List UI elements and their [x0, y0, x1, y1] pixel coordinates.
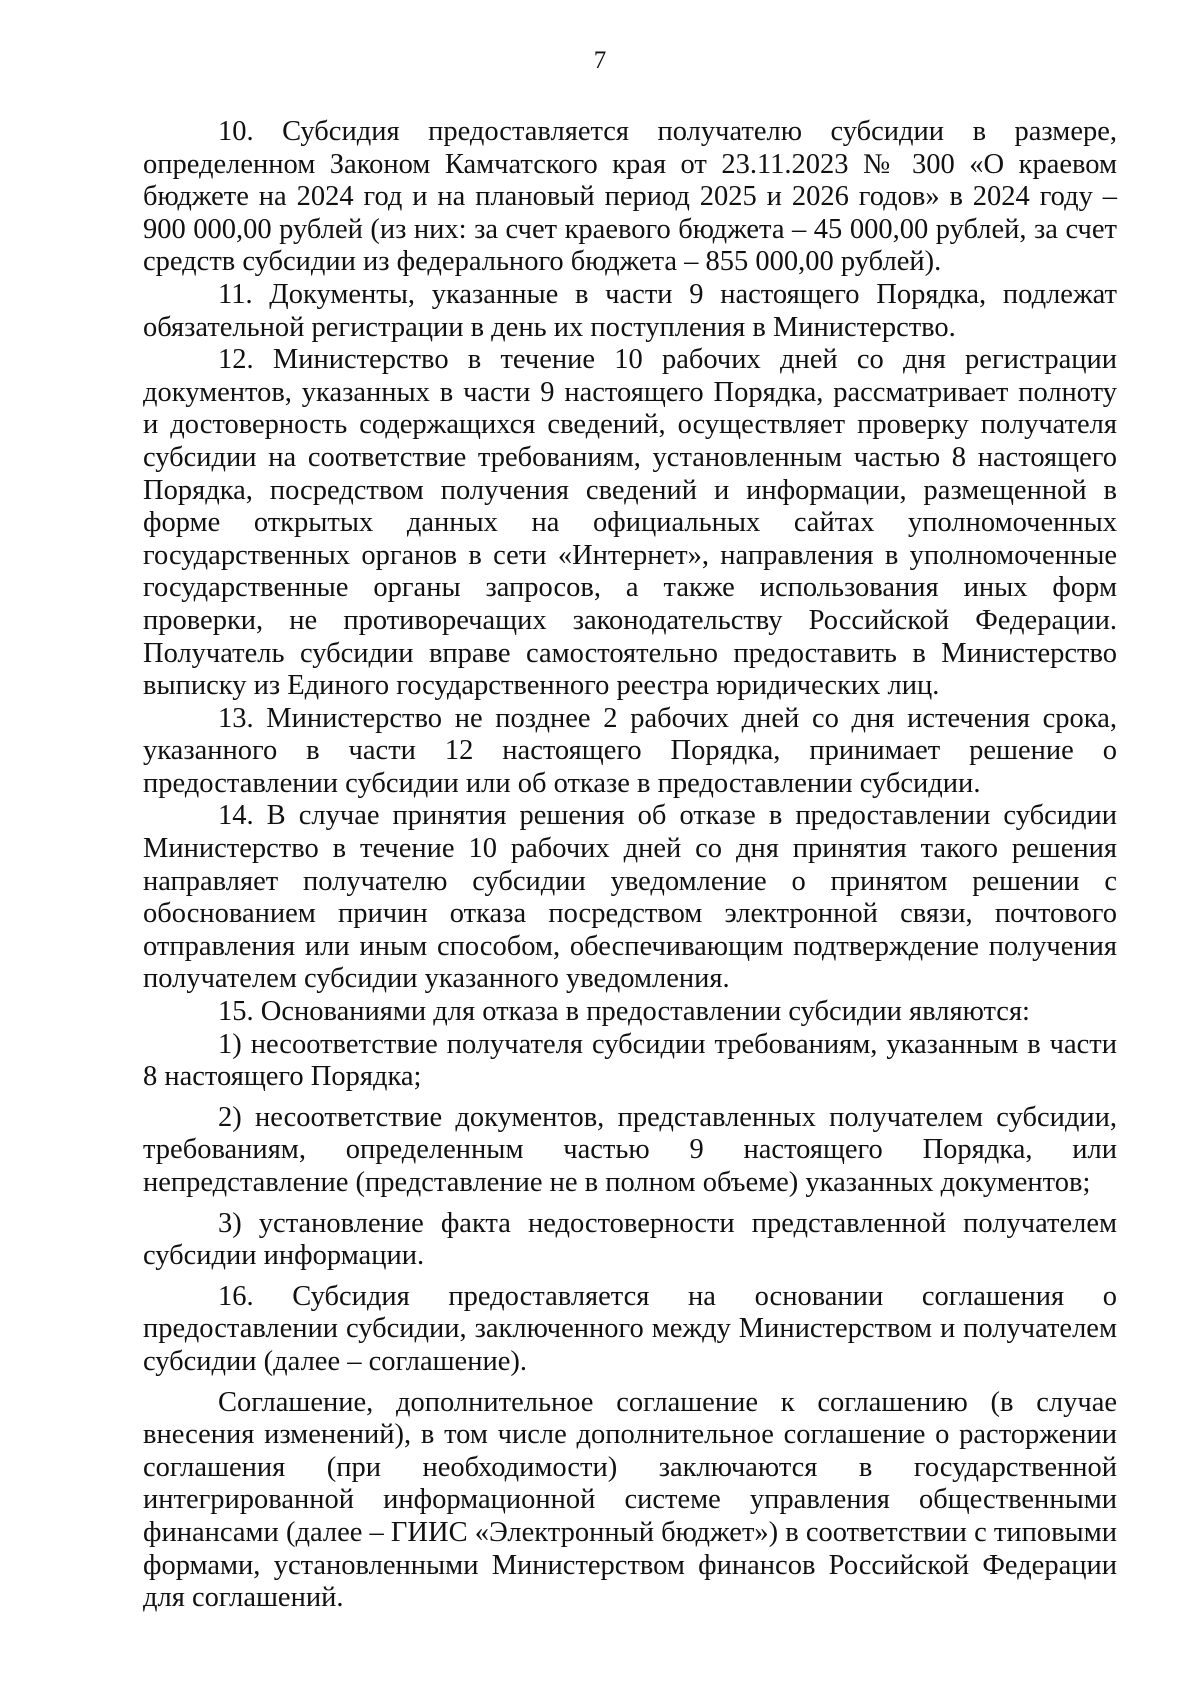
paragraph-11: 11. Документы, указанные в части 9 настоящего Порядка, подлежат обязательной регистрации в день их поступления в Министерство.: [143, 278, 1117, 343]
document-body: [143, 116, 1117, 1615]
paragraph-16: 16. Субсидия предоставляется на основании соглашения о предоставлении субсидии, заключенного между Министерством и получателем субсидии (далее – соглашение).: [143, 1280, 1117, 1377]
paragraph-12: 12. Министерство в течение 10 рабочих дней со дня регистрации документов, указанных в части 9 настоящего Порядка, рассматривает полноту и достоверность содержащихся сведений, осуществляет проверку получателя субсидии на соответствие требованиям, установленным частью 8 настоящего Порядка, посредством получения сведений и информации, размещенной в форме открытых данных на официальных сайтах уполномоченных государственных органов в сети «Интернет», направления в уполномоченные государственные органы запросов, а также использования иных форм проверки, не противоречащих законодательству Российской Федерации. Получатель субсидии вправе самостоятельно предоставить в Министерство выписку из Единого государственного реестра юридических лиц.: [143, 344, 1117, 702]
paragraph-13: 13. Министерство не позднее 2 рабочих дней со дня истечения срока, указанного в части 12 настоящего Порядка, принимает решение о предоставлении субсидии или об отказе в предоставлении субсидии.: [143, 702, 1117, 799]
list-item-3: 3) установление факта недостоверности представленной получателем субсидии информации.: [143, 1207, 1117, 1272]
page-number: 7: [593, 47, 607, 74]
list-item-1: 1) несоответствие получателя субсидии требованиям, указанным в части 8 настоящего Порядка;: [143, 1028, 1117, 1093]
paragraph-15: 15. Основаниями для отказа в предоставлении субсидии являются:: [218, 996, 1030, 1028]
paragraph-14: 14. В случае принятия решения об отказе в предоставлении субсидии Министерство в течение 10 рабочих дней со дня принятия такого решения направляет получателю субсидии уведомление о принятом решении с обоснованием причин отказа посредством электронной связи, почтового отправления или иным способом, обеспечивающим подтверждение получения получателем субсидии указанного уведомления.: [143, 800, 1117, 995]
paragraph-agreement: Соглашение, дополнительное соглашение к соглашению (в случае внесения изменений), в том числе дополнительное соглашение о расторжении соглашения (при необходимости) заключаются в государственной интегрированной информационной системе управления общественными финансами (далее – ГИИС «Электронный бюджет») в соответствии с типовыми формами, установленными Министерством финансов Российской Федерации для соглашений.: [143, 1386, 1117, 1614]
paragraph-10: 10. Субсидия предоставляется получателю субсидии в размере, определенном Законом Камчатского края от 23.11.2023 № 300 «О краевом бюджете на 2024 год и на плановый период 2025 и 2026 годов» в 2024 году – 900 000,00 рублей (из них: за счет краевого бюджета – 45 000,00 рублей, за счет средств субсидии из федерального бюджета – 855 000,00 рублей).: [143, 116, 1117, 278]
list-item-2: 2) несоответствие документов, представленных получателем субсидии, требованиям, определенным частью 9 настоящего Порядка, или непредставление (представление не в полном объеме) указанных документов;: [143, 1101, 1117, 1198]
